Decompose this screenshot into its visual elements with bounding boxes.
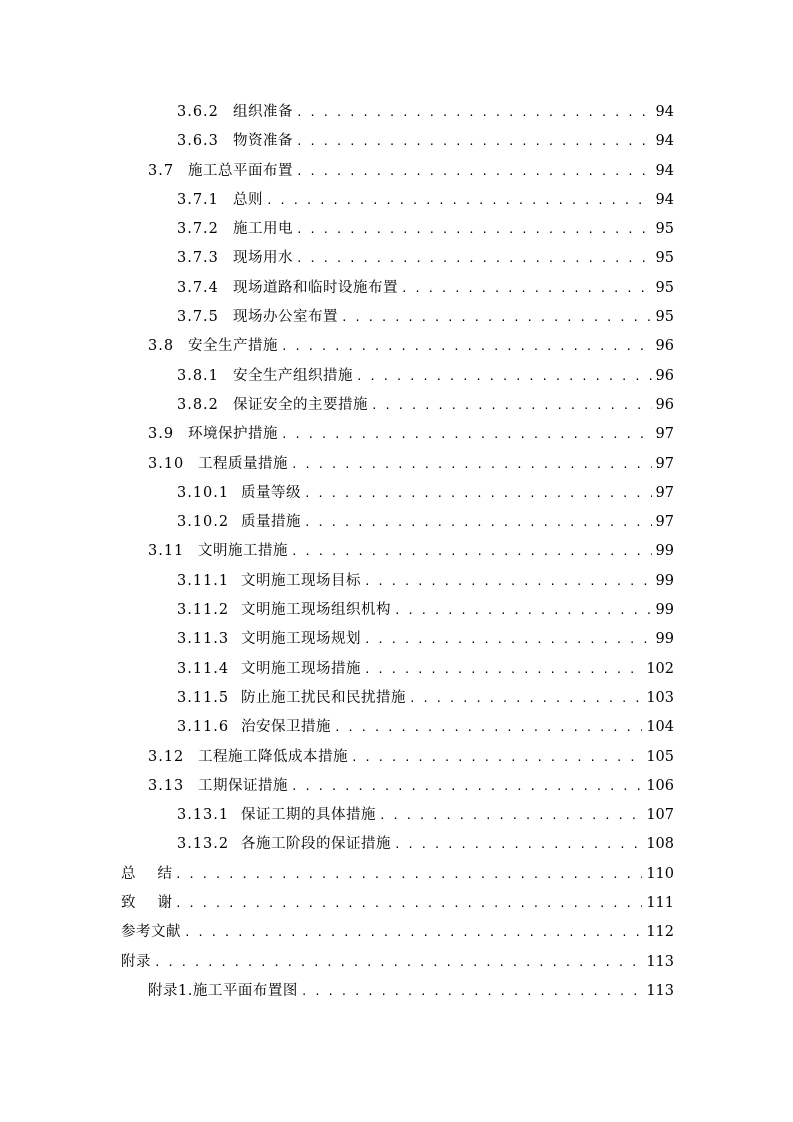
toc-entry[interactable] (0, 596, 793, 625)
toc-entry-page: 106 (646, 777, 674, 794)
toc-entry-number: 3.9 (148, 426, 175, 443)
toc-entry-page: 112 (646, 924, 674, 941)
toc-entry-number: 3.11.4 (177, 660, 230, 677)
toc-entry-title: 各施工阶段的保证措施 (241, 836, 391, 853)
toc-entry-number: 3.11.2 (177, 602, 230, 619)
toc-entry-title: 治安保卫措施 (241, 719, 331, 736)
toc-entry-title: 致谢 (121, 895, 194, 912)
toc-entry-number: 3.8 (148, 338, 175, 355)
toc-entry-title: 安全生产组织措施 (233, 367, 353, 384)
toc-dot-leader (356, 362, 652, 391)
toc-entry-title: 质量等级 (241, 484, 301, 501)
toc-entry-title: 文明施工现场组织机构 (241, 602, 391, 619)
toc-entry-page: 105 (646, 748, 674, 765)
toc-entry[interactable] (0, 772, 793, 801)
toc-entry-title: 防止施工扰民和民扰措施 (241, 689, 406, 706)
toc-entry-title: 总结 (121, 865, 194, 882)
toc-entry[interactable] (0, 713, 793, 742)
toc-entry-page: 94 (655, 162, 674, 179)
toc-entry[interactable] (0, 918, 793, 947)
toc-entry[interactable] (0, 567, 793, 596)
toc-entry-page: 95 (655, 309, 674, 326)
toc-entry-title: 安全生产措施 (188, 338, 278, 355)
toc-entry-title: 组织准备 (233, 104, 293, 120)
toc-dot-leader (364, 567, 652, 596)
toc-entry-page: 95 (655, 250, 674, 267)
toc-entry-page: 104 (646, 719, 674, 736)
toc-entry-number: 3.11.3 (177, 631, 230, 648)
toc-entry-number: 3.7 (148, 162, 175, 179)
toc-entry[interactable] (0, 830, 793, 859)
toc-entry[interactable] (0, 362, 793, 391)
toc-entry-title: 质量措施 (241, 514, 301, 531)
toc-dot-leader (341, 303, 652, 332)
toc-entry[interactable] (0, 332, 793, 361)
toc-entry-page: 97 (655, 455, 674, 472)
toc-entry[interactable] (0, 479, 793, 508)
toc-entry[interactable] (0, 508, 793, 537)
toc-dot-leader (379, 801, 642, 830)
toc-entry[interactable] (0, 450, 793, 479)
toc-dot-leader (351, 743, 642, 772)
toc-dot-leader (371, 391, 652, 420)
toc-dot-leader (409, 684, 642, 713)
toc-entry-number: 3.6.2 (177, 104, 219, 120)
toc-entry-page: 111 (646, 895, 674, 912)
toc-dot-leader (175, 889, 642, 918)
toc-dot-leader (184, 918, 642, 947)
toc-entry-number: 3.13.2 (177, 836, 230, 853)
toc-dot-leader (401, 274, 652, 303)
toc-entry-title: 保证安全的主要措施 (233, 396, 368, 413)
toc-entry-page: 103 (646, 689, 674, 706)
toc-entry-number: 3.6.3 (177, 133, 219, 150)
toc-entry-page: 99 (655, 572, 674, 589)
toc-entry-number: 3.11.5 (177, 689, 230, 706)
toc-entry-title: 文明施工措施 (198, 543, 288, 560)
toc-entry-page: 102 (646, 660, 674, 677)
toc-entry[interactable] (0, 98, 793, 127)
toc-entry-title: 工程质量措施 (198, 455, 288, 472)
toc-dot-leader (175, 860, 642, 889)
toc-dot-leader (291, 537, 652, 566)
toc-entry-title: 环境保护措施 (188, 426, 278, 443)
toc-entry[interactable] (0, 801, 793, 830)
toc-dot-leader (281, 420, 652, 449)
toc-entry[interactable] (0, 420, 793, 449)
toc-entry-number: 3.7.1 (177, 191, 219, 208)
toc-entry[interactable] (0, 537, 793, 566)
toc-dot-leader (296, 157, 652, 186)
toc-dot-leader (291, 450, 652, 479)
toc-entry-number: 3.7.2 (177, 221, 219, 238)
toc-entry-number: 3.7.4 (177, 279, 219, 296)
toc-entry-page: 94 (655, 104, 674, 120)
toc-entry-title: 工程施工降低成本措施 (198, 748, 348, 765)
toc-entry[interactable] (0, 977, 793, 1006)
toc-entry[interactable] (0, 127, 793, 156)
toc-entry[interactable] (0, 889, 793, 918)
toc-entry-page: 94 (655, 191, 674, 208)
toc-entry-title: 物资准备 (233, 133, 293, 150)
toc-dot-leader (394, 596, 652, 625)
toc-entry-number: 3.7.3 (177, 250, 219, 267)
toc-entry[interactable] (0, 655, 793, 684)
toc-entry-page: 113 (646, 982, 674, 999)
toc-entry-title: 参考文献 (121, 924, 181, 941)
toc-entry-number: 3.11.6 (177, 719, 230, 736)
toc-entry-number: 3.12 (148, 748, 185, 765)
toc-entry-number: 3.8.1 (177, 367, 219, 384)
toc-entry-number: 3.11 (148, 543, 185, 560)
toc-entry[interactable] (0, 215, 793, 244)
toc-entry-title: 保证工期的具体措施 (241, 807, 376, 824)
toc-dot-leader (364, 655, 642, 684)
toc-dot-leader (296, 244, 652, 273)
toc-entry-page: 95 (655, 221, 674, 238)
toc-dot-leader (266, 186, 652, 215)
toc-entry-page: 108 (646, 836, 674, 853)
toc-entry-title: 文明施工现场规划 (241, 631, 361, 648)
toc-entry-title: 附录1.施工平面布置图 (148, 982, 298, 999)
toc-entry[interactable] (0, 274, 793, 303)
toc-entry-number: 3.10 (148, 455, 185, 472)
toc-entry-title: 现场办公室布置 (233, 309, 338, 326)
toc-entry[interactable] (0, 186, 793, 215)
toc-entry[interactable] (0, 860, 793, 889)
toc-entry-page: 110 (646, 865, 674, 882)
toc-entry[interactable] (0, 157, 793, 186)
toc-entry-title: 文明施工现场措施 (241, 660, 361, 677)
toc-entry-page: 95 (655, 279, 674, 296)
toc-entry-title: 施工用电 (233, 221, 293, 238)
toc-dot-leader (154, 948, 642, 977)
toc-entry-page: 99 (655, 543, 674, 560)
toc-entry-number: 3.8.2 (177, 396, 219, 413)
toc-entry-page: 97 (655, 484, 674, 501)
toc-entry-number: 3.11.1 (177, 572, 230, 589)
toc-entry-title: 总则 (233, 191, 263, 208)
toc-entry[interactable] (0, 391, 793, 420)
toc-entry-number: 3.13 (148, 777, 185, 794)
toc-entry-title: 施工总平面布置 (188, 162, 293, 179)
toc-entry-page: 97 (655, 514, 674, 531)
toc-entry[interactable] (0, 743, 793, 772)
toc-dot-leader (296, 98, 652, 127)
toc-entry-page: 94 (655, 133, 674, 150)
toc-dot-leader (304, 479, 652, 508)
toc-entry-title: 工期保证措施 (198, 777, 288, 794)
toc-entry[interactable] (0, 948, 793, 977)
toc-dot-leader (304, 508, 652, 537)
toc-dot-leader (301, 977, 642, 1006)
toc-entry[interactable] (0, 244, 793, 273)
toc-entry-number: 3.13.1 (177, 807, 230, 824)
toc-entry-page: 107 (646, 807, 674, 824)
toc-entry-page: 96 (655, 367, 674, 384)
toc-entry-title: 现场用水 (233, 250, 293, 267)
toc-entry-page: 113 (646, 953, 674, 970)
toc-dot-leader (364, 625, 652, 654)
toc-entry-title: 文明施工现场目标 (241, 572, 361, 589)
toc-entry-page: 96 (655, 338, 674, 355)
toc-entry[interactable] (0, 303, 793, 332)
toc-dot-leader (281, 332, 652, 361)
toc-dot-leader (394, 830, 642, 859)
toc-entry-number: 3.10.1 (177, 484, 230, 501)
toc-entry-number: 3.10.2 (177, 514, 230, 531)
toc-entry-title: 现场道路和临时设施布置 (233, 279, 398, 296)
toc-entry-page: 97 (655, 426, 674, 443)
toc-entry-number: 3.7.5 (177, 309, 219, 326)
toc-dot-leader (291, 772, 642, 801)
toc-entry-page: 99 (655, 602, 674, 619)
toc-entry[interactable] (0, 625, 793, 654)
toc-dot-leader (296, 127, 652, 156)
toc-entry[interactable] (0, 684, 793, 713)
toc-dot-leader (296, 215, 652, 244)
toc-entry-title: 附录 (121, 953, 151, 970)
toc-entry-page: 96 (655, 396, 674, 413)
table-of-contents (0, 98, 793, 1006)
toc-dot-leader (334, 713, 642, 742)
toc-entry-page: 99 (655, 631, 674, 648)
